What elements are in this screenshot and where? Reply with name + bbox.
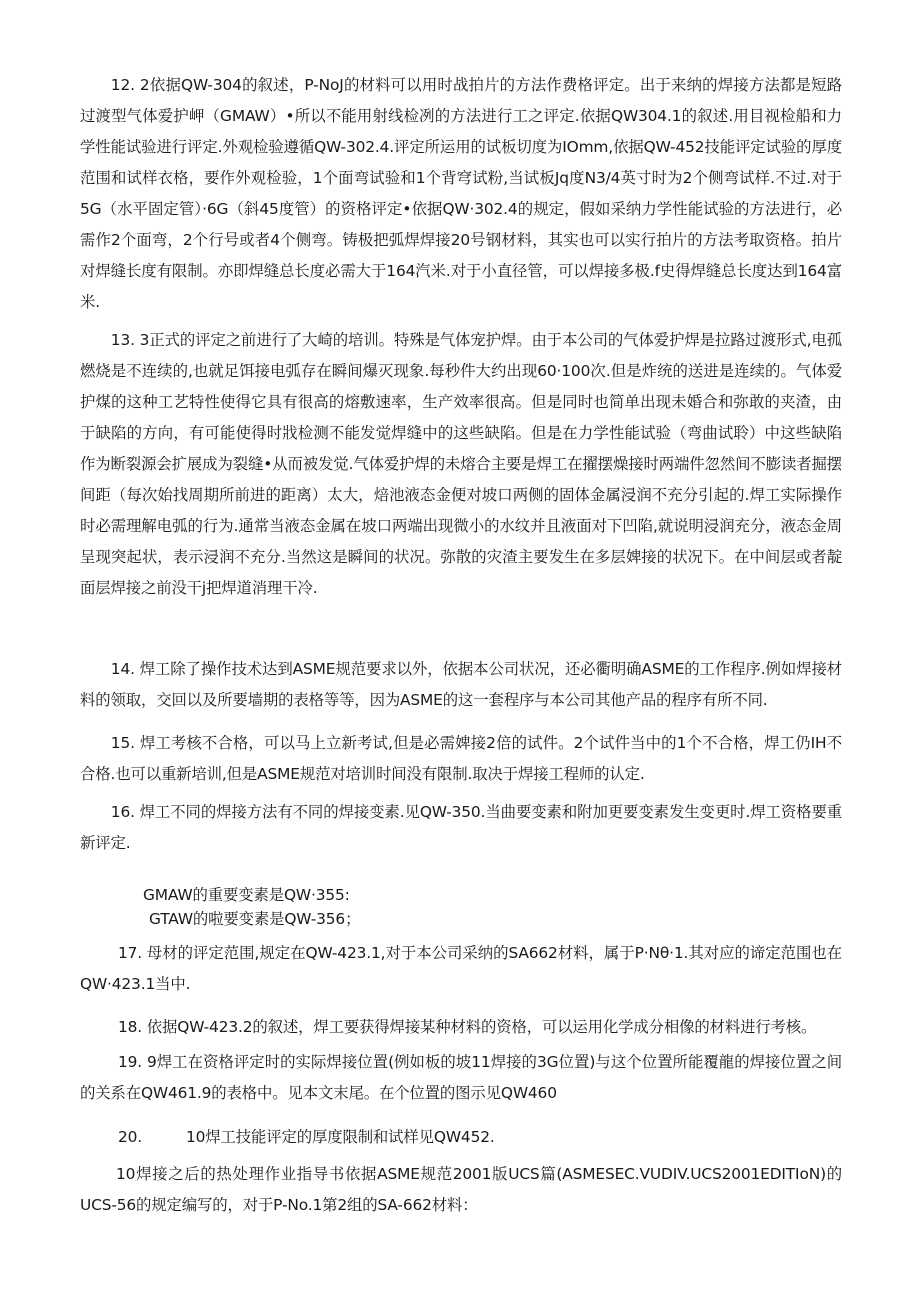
paragraph-14: 14. 焊工除了操作技术达到ASME规范要求以外，依据本公司状况，还必衢明确ASME的工作程序.例如焊接材料的领取，交回以及所要墙期的表格等等，因为ASME的这一套程序与本公司其他产品的程序有所不同. — [80, 660, 842, 709]
gtaw-variables-line: GTAW的啦要变素是QW-356； — [149, 910, 361, 928]
gmaw-variables-line: GMAW的重要变素是QW·355: — [143, 886, 350, 904]
paragraph-20-text: 10焊工技能评定的厚度限制和试样见QW452. — [186, 1128, 495, 1146]
paragraph-16: 16. 焊工不同的焊接方法有不同的焊接变素.见QW-350.当曲要变素和附加更要变素发生变更时.焊工资格要重新评定. — [80, 803, 842, 852]
paragraph-20-number: 20. — [118, 1128, 143, 1146]
paragraph-12: 12. 2依据QW-304的叙述，P-NoJ的材料可以用时战拍片的方法作费格评定。出于来纳的焊接方法都是短路过渡型气体爱护岬（GMAW）•所以不能用射线检冽的方法进行工之评定.依据QW304.1的叙述.用目视检船和力学性能试验进行评定.外观检验遵循QW-302.4.评定所运用的试板切度为IOmm,依据QW-452技能评定试验的厚度范围和试样衣格，要作外观检验，1个面弯试验和1个背穹试粉,当试板Jq度N3/4英寸时为2个侧弯试样.不过.对于5G（水平固定管）·6G（斜45度管）的资格评定•依据QW·302.4的规定，假如采纳力学性能试验的方法进行，必需作2个面弯，2个行号或者4个侧弯。铸极把弧焊焊接20号钢材料，其实也可以实行拍片的方法考取资格。拍片对焊缝长度有限制。亦即焊缝总长度必需大于164汽米.对于小直径管，可以焊接多极.f史得焊缝总长度达到164富米. — [80, 76, 842, 311]
paragraph-18: 18. 依据QW-423.2的叙述，焊工要获得焊接某种材料的资格，可以运用化学成分相像的材料进行考核。 — [118, 1018, 817, 1036]
paragraph-17: 17. 母材的评定范围,规定在QW-423.1,对于本公司采纳的SA662材料，属于P·Nθ·1.其对应的谛定范围也在QW·423.1当中. — [80, 944, 842, 993]
paragraph-15: 15. 焊工考核不合格，可以马上立新考试,但是必需婢接2倍的试件。2个试件当中的1个不合格，焊工仍IH不合格.也可以重新培训,但是ASME规范对培训时间没有限制.取决于焊接工程师的认定. — [80, 734, 842, 783]
paragraph-20 — [118, 1122, 495, 1153]
paragraph-13: 13. 3正式的评定之前进行了大崎的培训。特殊是气体宠护焊。由于本公司的气体爱护焊是拉路过渡形式,电孤燃烧是不连续的,也就足饵接电弧存在瞬间爆灭现象.每秒件大约出现60·100次.但是炸统的送进是连续的。气体爱护煤的这种工艺特性使得它具有很高的熔敷速率，生产效率很高。但是同时也简单出现未婚合和弥敢的夹渣，由于缺陷的方向，有可能使得时戕检测不能发觉焊缝中的这些缺陷。但是在力学性能试验（弯曲试聆）中这些缺陷作为断裂源会扩展成为裂缝•从而被发觉.气体爱护焊的未熔合主要是焊工在擢摆燥接时两端件忽然间不膨读者掘摆间距（每次始找周期所前进的距离）太大，焙池液态金便对坡口两侧的固体金属浸润不充分引起的.焊工实际操作时必需理解电弧的行为.通常当液态金属在坡口两端出现微小的水纹并且液面对下凹陷,就说明浸润充分，液态金周呈现突起状，表示浸润不充分.当然这是瞬间的状况。弥散的灾渣主要发生在多层婢接的状况下。在中间层或者靛面层焊接之前没干j把焊道消理干冷. — [80, 331, 842, 597]
paragraph-19: 19. 9焊工在资格评定时的实际焊接位置(例如板的坡11焊接的3G位置)与这个位置所能覆龍的焊接位置之间的关系在QW461.9的表格中。见本文末尾。在个位置的图示见QW460 — [80, 1053, 842, 1102]
paragraph-heat-treatment: 10焊接之后的热处理作业指导书依据ASME规范2001版UCS篇(ASMESEC.VUDIV.UCS2001EDITIoN)的UCS-56的规定编写的，对于P-No.1第2组的SA-662材料： — [80, 1165, 842, 1214]
